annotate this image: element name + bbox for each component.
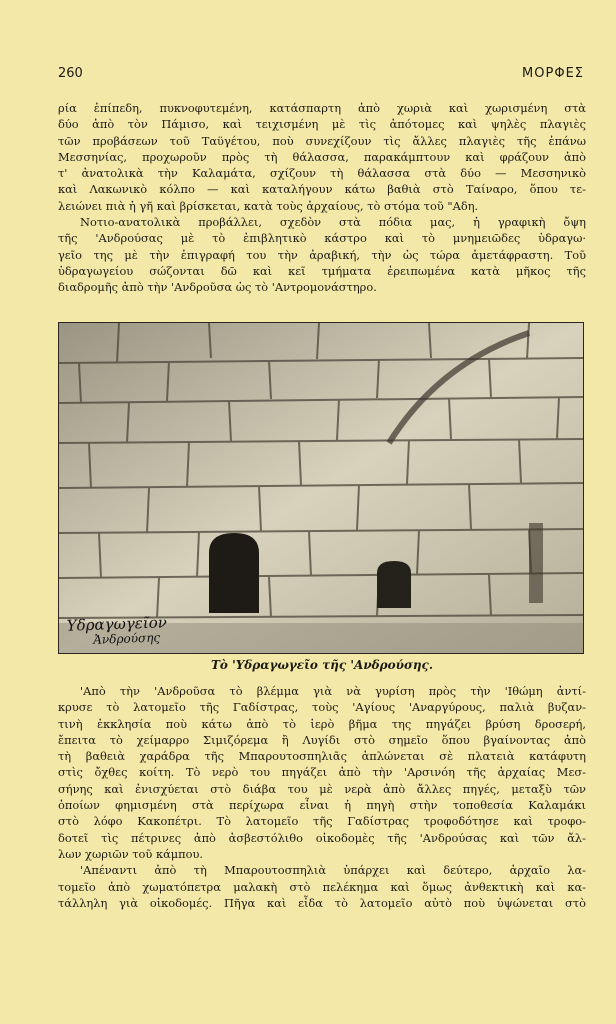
text-line: διαδρομῆς ἀπὸ τὴν 'Ανδροῦσα ὡς τὸ 'Αντρομονάστηρο. bbox=[58, 280, 377, 295]
photo-caption: Τὸ 'Υδραγωγεῖο τῆς 'Ανδρούσης. bbox=[210, 658, 434, 672]
text-line: λειώνει πιὰ ἡ γῆ καὶ βρίσκεται, κατὰ τοὺς ἀρχαίους, τὸ στόμα τοῦ "Αδη. bbox=[58, 198, 479, 213]
paragraph-3 bbox=[58, 683, 586, 862]
text-line: ὁποίων φημισμένη στὰ περίχωρα εἶναι ἡ πηγὴ στὴν τοποθεσία Καλαμάκι bbox=[58, 798, 586, 813]
text-line: λων χωριῶν τοῦ κάμπου. bbox=[58, 846, 204, 861]
text-line: σήνης καὶ ἐνισχύεται στὸ διάβα του μὲ νερὰ ἀπὸ ἄλλες πηγές, μεταξὺ τῶν bbox=[58, 781, 586, 796]
text-line: στὶς ὄχθες κοίτη. Τὸ νερὸ του πηγάζει ἀπὸ τὴν 'Αρσινόη τῆς ἀρχαίας Μεσ- bbox=[58, 765, 586, 780]
text-block-top bbox=[58, 100, 586, 296]
text-line: Μεσσηνίας, προχωροῦν πρὸς τὴ θάλασσα, παρακάμπτουν καὶ φράζουν ἀπὸ bbox=[58, 149, 586, 164]
paragraph-4 bbox=[58, 862, 586, 911]
text-line: γεῖο της μὲ τὴν ἐπιγραφή του τὴν ἀραβική, τὴν ὡς τώρα ἀμετάφραστη. Τοῦ bbox=[58, 247, 586, 262]
stone-wall-illustration bbox=[59, 323, 583, 653]
page-number: 260 bbox=[58, 66, 83, 81]
running-head: ΜΟΡΦΕΣ bbox=[522, 66, 584, 81]
text-line: ὑδραγωγείου σώζονται δῶ καὶ κεῖ τμήματα ἐρειπωμένα κατὰ μῆκος τῆς bbox=[58, 263, 586, 278]
text-line: τῆς 'Ανδρούσας μὲ τὸ ἐπιβλητικὸ κάστρο καὶ τὸ μνημειῶδες ὑδραγω· bbox=[58, 231, 586, 246]
text-line: δοτεῖ τὶς πέτρινες ἀπὸ ἀσβεστόλιθο οἰκοδομὲς τῆς 'Ανδρούσας καὶ τῶν ἄλ- bbox=[58, 830, 586, 845]
text-line: τὴ βαθειὰ χαράδρα τῆς Μπαρουτοσπηλιᾶς ἁπλώνεται σὲ πλατειὰ κατάφυτη bbox=[58, 749, 586, 764]
aqueduct-photo bbox=[58, 322, 584, 654]
text-line: τινὴ ἐκκλησία ποὺ κάτω ἀπὸ τὸ ἱερὸ βῆμα της πηγάζει βρύση δροσερή, bbox=[58, 716, 586, 731]
text-line: τάλληλη γιὰ οἰκοδομές. Πῆγα καὶ εἶδα τὸ λατομεῖο αὐτὸ ποὺ ὑψώνεται στὸ bbox=[58, 895, 586, 910]
text-line: τομεῖο ἀπὸ χωματόπετρα μαλακὴ στὸ πελέκημα καὶ ὅμως ἀνθεκτικὴ καὶ κα- bbox=[58, 879, 586, 894]
paragraph-1 bbox=[58, 100, 586, 214]
text-line: 'Απέναντι ἀπὸ τὴ Μπαρουτοσπηλιὰ ὑπάρχει καὶ δεύτερο, ἀρχαῖο λα- bbox=[80, 863, 586, 878]
text-line: τῶν προβάσεων τοῦ Ταϋγέτου, ποὺ συνεχίζουν τὶς ἄλλες πλαγιὲς τῆς ἐπάνω bbox=[58, 133, 586, 148]
text-line: κρυσε τὸ λατομεῖο τῆς Γαδίστρας, τοὺς 'Αγίους 'Αναργύρους, παλιὰ βυζαν- bbox=[58, 700, 586, 715]
photo-inscription: Υδραγωγεῖον Ἀνδρούσης bbox=[66, 613, 168, 647]
text-block-bottom bbox=[58, 683, 586, 911]
text-line: δύο ἀπὸ τὸν Πάμισο, καὶ τειχισμένη μὲ τὶς ἀπότομες καὶ ψηλὲς πλαγιὲς bbox=[58, 117, 586, 132]
text-line: Νοτιο-ανατολικὰ προβάλλει, σχεδὸν στὰ πόδια μας, ἡ γραφικὴ ὄψη bbox=[80, 215, 586, 230]
text-line: τ' ἀνατολικὰ τὴν Καλαμάτα, σχίζουν τὴ θάλασσα στὰ δύο — Μεσσηνικὸ bbox=[58, 166, 586, 181]
text-line: 'Απὸ τὴν 'Ανδροῦσα τὸ βλέμμα γιὰ νὰ γυρίση πρὸς τὴν 'Ιθώμη ἀντί- bbox=[80, 684, 586, 698]
text-line: στὸ λόφο Κακοπέτρι. Τὸ λατομεῖο τῆς Γαδίστρας τροφοδότησε καὶ τροφο- bbox=[58, 814, 586, 829]
text-line: ρία ἐπίπεδη, πυκνοφυτεμένη, κατάσπαρτη ἀπὸ χωριὰ καὶ χωρισμένη στὰ bbox=[58, 101, 586, 115]
text-line: καὶ Λακωνικὸ κόλπο — καὶ καταλήγουν κάτω βαθιὰ στὸ Ταίναρο, ὅπου τε- bbox=[58, 182, 586, 197]
text-line: ἔπειτα τὸ χείμαρρο Σιμιζόρεμα ἢ Λυγίδι στὸ σημεῖο ὅπου βγαίνοντας ἀπὸ bbox=[58, 732, 586, 747]
paragraph-2 bbox=[58, 214, 586, 295]
page-header bbox=[58, 66, 584, 84]
